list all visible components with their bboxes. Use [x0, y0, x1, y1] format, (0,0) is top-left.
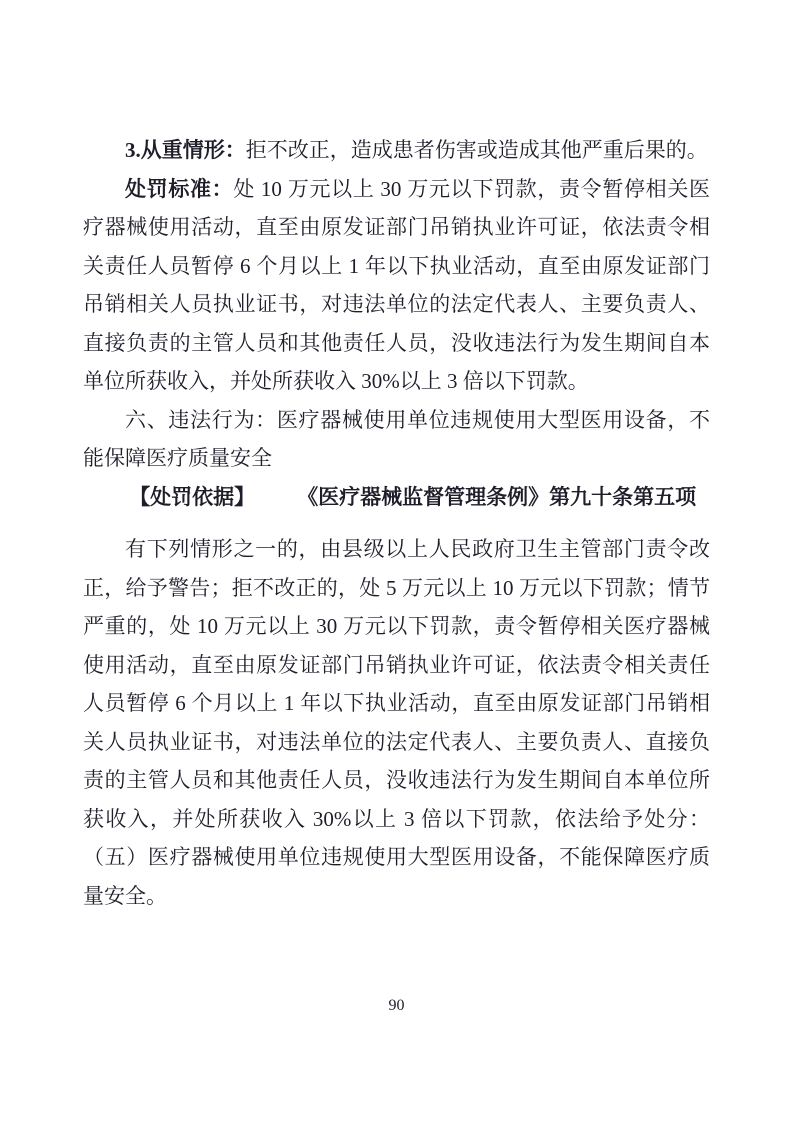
paragraph-penalty-standard [83, 170, 710, 401]
paragraph-violation-act [83, 401, 710, 478]
page-number: 90 [388, 997, 405, 1014]
regulation-text: 有下列情形之一的，由县级以上人民政府卫生主管部门责令改正，给予警告；拒不改正的，处 5 万元以上 10 万元以下罚款；情节严重的，处 10 万元以上 30 万元以下罚款，责令暂停相关医疗器械使用活动，直至由原发证部门吊销执业许可证，依法责令相关责任人员暂停 6 个月以上 1 年以下执业活动，直至由原发证部门吊销相关人员执业证书，对违法单位的法定代表人、主要负责人、直接负责的主管人员和其他责任人员，没收违法行为发生期间自本单位所获收入，并处所获收入 30%以上 3 倍以下罚款，依法给予处分：（五）医疗器械使用单位违规使用大型医用设备，不能保障医疗质量安全。 [83, 537, 710, 908]
regulation-reference-label: 《医疗器械监督管理条例》第九十条第五项 [297, 484, 697, 509]
penalty-standard-text: 处 10 万元以上 30 万元以下罚款，责令暂停相关医疗器械使用活动，直至由原发证部门吊销执业许可证，依法责令相关责任人员暂停 6 个月以上 1 年以下执业活动，直至由原发证部门吊销相关人员执业证书，对违法单位的法定代表人、主要负责人、直接负责的主管人员和其他责任人员，没收违法行为发生期间自本单位所获收入，并处所获收入 30%以上 3 倍以下罚款。 [83, 176, 711, 393]
aggravating-lead-label: 3.从重情形： [125, 138, 246, 162]
aggravating-text: 拒不改正，造成患者伤害或造成其他严重后果的。 [245, 138, 708, 162]
document-body [83, 131, 710, 915]
paragraph-regulation-text [83, 530, 710, 915]
penalty-basis-bracket-label: 【处罚依据】 [129, 484, 256, 509]
paragraph-aggravating-circumstances [83, 131, 710, 170]
penalty-basis-heading [83, 478, 710, 517]
violation-text: 医疗器械使用单位违规使用大型医用设备，不能保障医疗质量安全 [83, 407, 711, 470]
penalty-standard-lead-label: 处罚标准： [125, 176, 234, 201]
violation-lead-label: 六、违法行为： [125, 407, 277, 432]
